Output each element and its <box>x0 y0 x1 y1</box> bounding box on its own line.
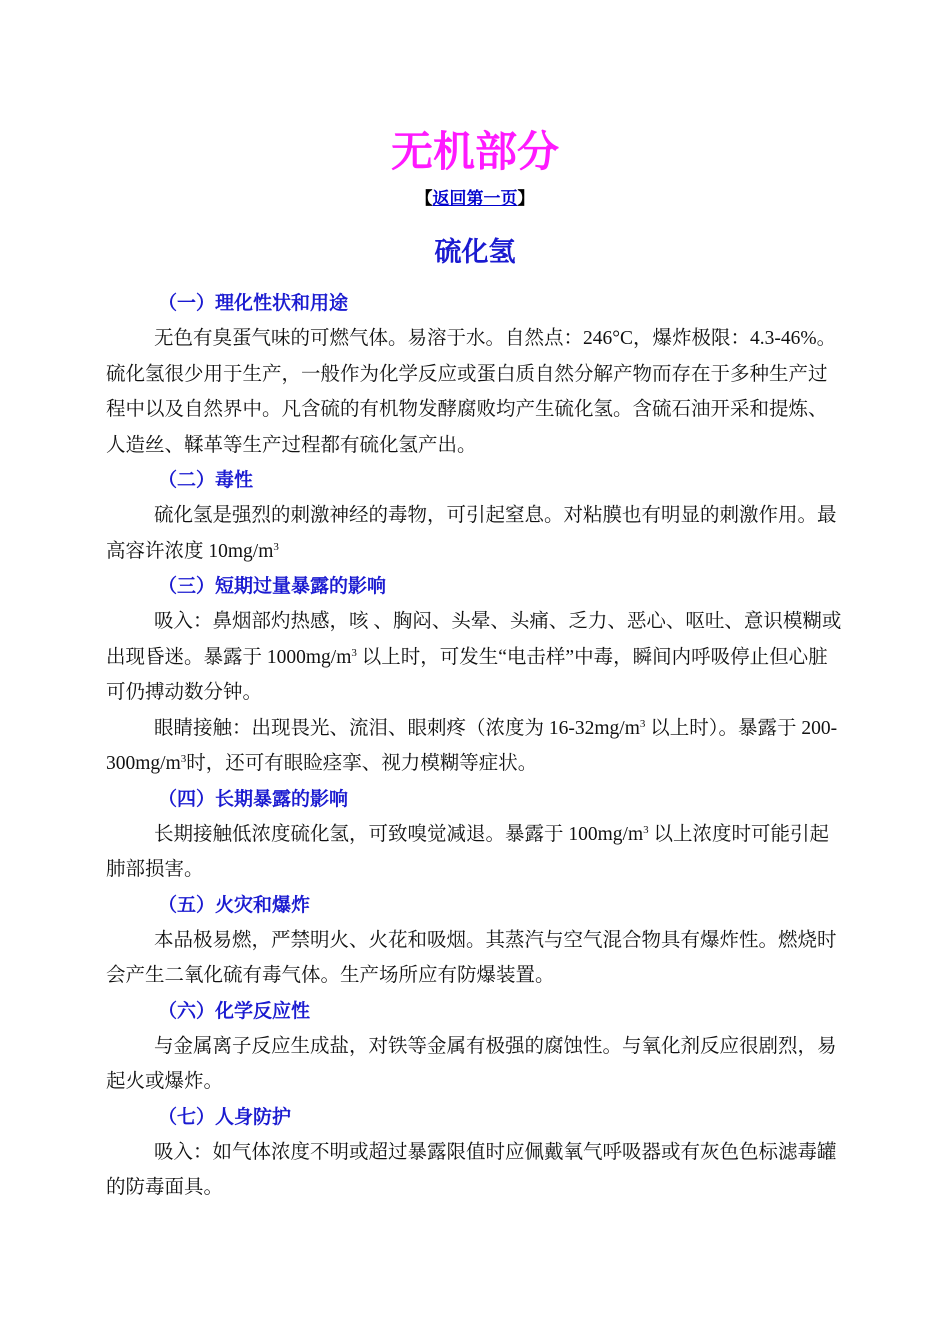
paragraph-reactivity: 与金属离子反应生成盐，对铁等金属有极强的腐蚀性。与氧化剂反应很剧烈，易起火或爆炸。 <box>106 1035 837 1092</box>
paragraph-text-after: 以上时，可发生“电击样”中毒，瞬间内呼吸停止但心脏可仍搏动数分钟。 <box>106 646 828 703</box>
paragraph-long-term <box>106 817 846 888</box>
superscript: 3 <box>180 753 187 765</box>
paragraph-eye-contact <box>106 711 846 782</box>
section-subtitle: 硫化氢 <box>434 237 516 268</box>
page-title: 无机部分 <box>390 127 559 176</box>
heading-properties: （一）理化性状和用途 <box>158 292 349 314</box>
heading-fire-explosion: （五）火灾和爆炸 <box>158 893 311 916</box>
paragraph-properties: 无色有臭蛋气味的可燃气体。易溶于水。自然点：246°C，爆炸极限：4.3-46%。硫化氢很少用于生产，一般作为化学反应或蛋白质自然分解产物而存在于多种生产过程中以及自然界中。凡含硫的有机物发酵腐败均产生硫化氢。含硫石油开采和提炼、人造丝、鞣革等生产过程都有硫化氢产出。 <box>106 328 837 456</box>
paragraph-inhalation <box>106 604 846 711</box>
heading-reactivity: （六）化学反应性 <box>158 999 311 1022</box>
document-body <box>106 286 846 1206</box>
superscript: 3 <box>643 823 649 836</box>
superscript: 3 <box>351 646 357 659</box>
superscript: 3 <box>273 540 279 553</box>
paragraph-text-after: 以上时）。暴露于 200-300mg/m <box>106 717 838 774</box>
bracket-open: 【 <box>415 189 433 209</box>
paragraph-text: 长期接触低浓度硫化氢，可致嗅觉减退。暴露于 100mg/m <box>154 823 644 845</box>
bracket-close: 】 <box>517 189 535 209</box>
heading-short-term-exposure: （三）短期过量暴露的影响 <box>158 575 387 597</box>
paragraph-text: 眼睛接触：出现畏光、流泪、眼刺疼（浓度为 16-32mg/m <box>154 717 640 739</box>
superscript: 3 <box>639 717 646 730</box>
paragraph-text-after: 以上浓度时可能引起肺部损害。 <box>106 823 830 880</box>
back-to-first-page-link[interactable]: 返回第一页 <box>432 189 518 209</box>
heading-long-term-exposure: （四）长期暴露的影响 <box>158 787 349 810</box>
heading-personal-protection: （七）人身防护 <box>158 1105 292 1128</box>
back-link-line <box>0 184 950 209</box>
paragraph-text: 硫化氢是强烈的刺激神经的毒物，可引起窒息。对粘膜也有明显的刺激作用。最高容许浓度 10mg/m <box>106 505 837 562</box>
paragraph-toxicity <box>106 498 846 569</box>
heading-toxicity: （二）毒性 <box>158 469 254 491</box>
paragraph-personal-protection: 吸入：如气体浓度不明或超过暴露限值时应佩戴氧气呼吸器或有灰色色标滤毒罐的防毒面具。 <box>106 1141 837 1198</box>
paragraph-text-after: 时，还可有眼睑痉挛、视力模糊等症状。 <box>186 753 538 774</box>
paragraph-text: 吸入：鼻烟部灼热感，咳 、胸闷、头晕、头痛、乏力、恶心、呕吐、意识模糊或出现昏迷。暴露于 1000mg/m <box>106 611 842 668</box>
paragraph-fire-explosion: 本品极易燃，严禁明火、火花和吸烟。其蒸汽与空气混合物具有爆炸性。燃烧时会产生二氧化硫有毒气体。生产场所应有防爆装置。 <box>106 929 837 986</box>
